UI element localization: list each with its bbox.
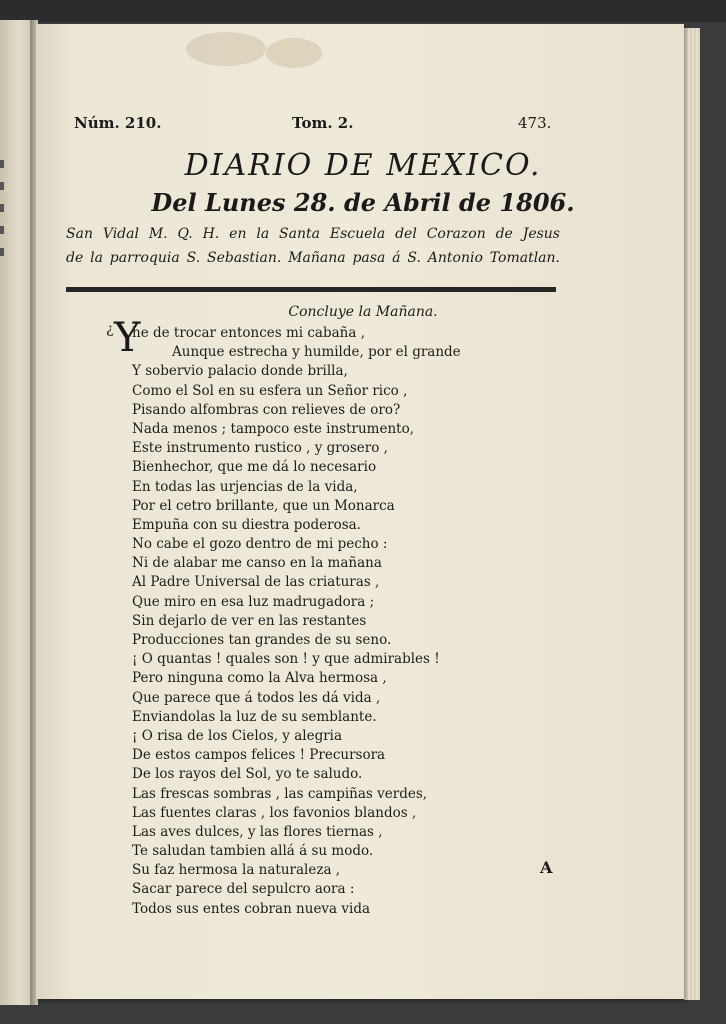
verse-line: De estos campos felices ! Precursora bbox=[132, 747, 386, 764]
poem-verse bbox=[132, 324, 492, 919]
verse-line: Como el Sol en su esfera un Señor rico , bbox=[132, 382, 408, 399]
issue-number: Núm. 210. bbox=[74, 114, 162, 132]
header-rule bbox=[66, 287, 556, 292]
paper-stain bbox=[266, 38, 322, 68]
verse-line: En todas las urjencias de la vida, bbox=[132, 478, 358, 495]
verse-line: Por el cetro brillante, que un Monarca bbox=[132, 497, 395, 514]
section-subheading: Concluye la Mañana. bbox=[288, 304, 438, 320]
verse-line: Pisando alfombras con relieves de oro? bbox=[132, 401, 401, 418]
verse-line: Que miro en esa luz madrugadora ; bbox=[132, 593, 375, 610]
verse-line: ¡ O quantas ! quales son ! y que admirables ! bbox=[132, 651, 440, 668]
saint-line-1: San Vidal M. Q. H. en la Santa Escuela del Corazon de Jesus bbox=[66, 226, 560, 242]
verse-line: Aunque estrecha y humilde, por el grande bbox=[172, 344, 461, 361]
issue-date: Del Lunes 28. de Abril de 1806. bbox=[151, 188, 575, 217]
dropcap-question-mark: ¿ bbox=[106, 321, 114, 337]
verse-line: Nada menos ; tampoco este instrumento, bbox=[132, 420, 415, 437]
page-number: 473. bbox=[518, 114, 552, 132]
scan-background-top bbox=[0, 0, 726, 22]
verse-line: Este instrumento rustico , y grosero , bbox=[132, 440, 388, 457]
verse-line: Bienhechor, que me dá lo necesario bbox=[132, 459, 377, 476]
verse-line: Empuña con su diestra poderosa. bbox=[132, 516, 361, 533]
verse-line: No cabe el gozo dentro de mi pecho : bbox=[132, 536, 388, 553]
verse-line: Producciones tan grandes de su seno. bbox=[132, 632, 392, 648]
verse-line: Te saludan tambien allá á su modo. bbox=[132, 843, 374, 860]
tome-number: Tom. 2. bbox=[292, 114, 354, 132]
verse-line: Las fuentes claras , los favonios blandos , bbox=[132, 804, 417, 821]
dropcap-letter: Y bbox=[114, 315, 141, 361]
verse-line: he de trocar entonces mi cabaña , bbox=[132, 325, 365, 341]
verse-line: Al Padre Universal de las criaturas , bbox=[132, 574, 380, 591]
verse-line: De los rayos del Sol, yo te saludo. bbox=[132, 766, 363, 783]
verse-line: Su faz hermosa la naturaleza , bbox=[132, 862, 341, 879]
verse-line: Que parece que á todos les dá vida , bbox=[132, 689, 381, 706]
verse-line: Enviandolas la luz de su semblante. bbox=[132, 708, 377, 725]
catchword: A bbox=[540, 858, 553, 877]
verse-line: Ni de alabar me canso en la mañana bbox=[132, 555, 382, 572]
saint-line-2: de la parroquia S. Sebastian. Mañana pasa á S. Antonio Tomatlan. bbox=[66, 250, 560, 266]
paper-stain bbox=[186, 32, 266, 66]
verse-line: Y sobervio palacio donde brilla, bbox=[132, 363, 348, 380]
verse-line: Las aves dulces, y las flores tiernas , bbox=[132, 823, 383, 840]
verse-line: Todos sus entes cobran nueva vida bbox=[132, 900, 371, 917]
newspaper-title: DIARIO DE MEXICO. bbox=[184, 148, 542, 183]
verse-line: Las frescas sombras , las campiñas verdes, bbox=[132, 785, 428, 802]
verse-line: ¡ O risa de los Cielos, y alegria bbox=[132, 727, 343, 744]
verse-line: Sacar parece del sepulcro aora : bbox=[132, 881, 355, 898]
verse-line: Sin dejarlo de ver en las restantes bbox=[132, 612, 367, 629]
verse-line: Pero ninguna como la Alva hermosa , bbox=[132, 670, 387, 687]
